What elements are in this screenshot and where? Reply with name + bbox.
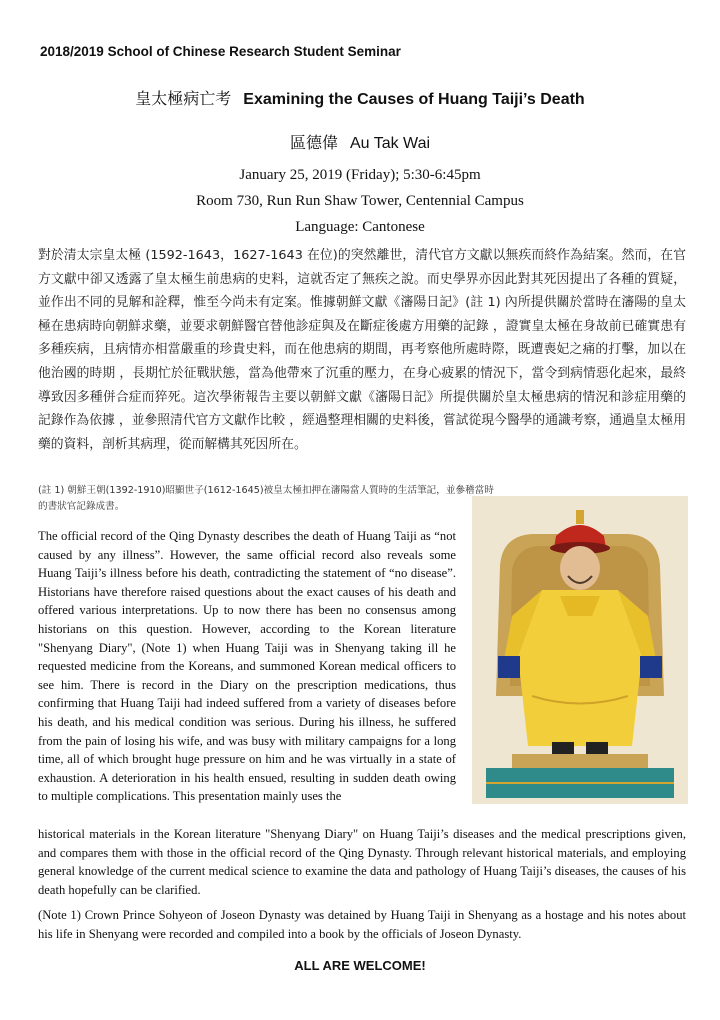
left-cuff bbox=[498, 656, 520, 678]
talk-title-zh: 皇太極病亡考 bbox=[135, 89, 232, 108]
event-language: Language: Cantonese bbox=[295, 219, 425, 235]
welcome-banner: ALL ARE WELCOME! bbox=[294, 958, 426, 973]
hat-finial bbox=[576, 510, 584, 524]
event-date: January 25, 2019 (Friday); 5:30-6:45pm bbox=[239, 167, 481, 183]
event-venue: Room 730, Run Run Shaw Tower, Centennial Campus bbox=[196, 193, 524, 209]
footstool bbox=[512, 754, 648, 768]
note-zh: (註 1) 朝鮮王朝(1392-1910)昭顯世子(1612-1645)被皇太極扣押在瀋陽當人質時的生活筆記，並參稽當時的書狀官記錄成書。 bbox=[38, 485, 494, 512]
note-en: (Note 1) Crown Prince Sohyeon of Joseon Dynasty was detained by Huang Taiji in Shenyang as a hostage and his notes about his life in Shenyang were recorded and compiled into a book by the officials of Joseon Dynasty. bbox=[38, 908, 686, 941]
talk-title bbox=[0, 86, 720, 109]
huang-taiji-portrait bbox=[472, 496, 688, 804]
speaker-name-zh: 區德偉 bbox=[289, 133, 338, 152]
abstract-en-part1: The official record of the Qing Dynasty describes the death of Huang Taiji as “not caused by any illness”. However, the same official record also reveals some Huang Taiji’s illness before his death, contradicting the statement of “no disease”. Historians have therefore raised questions about the exact causes of his death and offered various interpretations. Up to now there has been no consensus among historians on this question. However, according to the Korean literature "Shenyang Diary", (Note 1) when Huang Taiji was in Shenyang taking ill he requested medicine from the Koreans, and summoned Korean medical officers to see him. There is record in the Diary on the prescription medications, thus confirming that Huang Taiji had indeed suffered from a variety of diseases before his death, and his medical condition was serious. During his illness, he suffered from the pain of losing his wife, and was busy with military campaigns for a long time, all of which brought huge pressure on him and he was virtually in a state of exhaustion. A deterioration in his health ensued, resulting in sudden death owing to multiple complications. This presentation mainly uses the bbox=[38, 529, 456, 804]
abstract-zh: 對於清太宗皇太極 (1592-1643，1627-1643 在位)的突然離世，清代官方文獻以無疾而終作為結案。然而，在官方文獻中卻又透露了皇太極生前患病的史料，這就否定了無疾之說。而史學界亦因此對其死因提出了各種的質疑，並作出不同的見解和詮釋，惟至今尚未有定案。惟據朝鮮文獻《瀋陽日記》(註 1) 內所提供關於當時在瀋陽的皇太極在患病時向朝鮮求藥，並要求朝鮮醫官替他診症與及在斷症後處方用藥的記錄 ，證實皇太極在身故前已確實患有多種疾病，且病情亦相當嚴重的珍貴史料，而在他患病的期間，再考察他所處時際，既遭喪妃之痛的打擊，加以在他治國的時期 ，長期忙於征戰狀態，當為他帶來了沉重的壓力，在身心疲累的情況下，當令到病情惡化起來，最終導致因多種併合症而猝死。這次學術報告主要以朝鮮文獻《瀋陽日記》所提供關於皇太極患病的情況和診症用藥的記錄作為依據 ，並參照清代官方文獻作比較 ，經過整理相關的史料後，嘗試從現今醫學的通識考察，通過皇太極用藥的資料，剖析其病理，從而解構其死因所在。 bbox=[38, 248, 686, 452]
abstract-en-part2: historical materials in the Korean literature "Shenyang Diary" on Huang Taiji’s diseases and the medical prescriptions given, and compares them with those in the official record of the Qing Dynasty. Through relevant historical materials, and employing general knowledge of the current medical science to examine the data and pathology of Huang Taiji’s diseases, the causes of his death hopefully can be clarified. bbox=[38, 827, 686, 897]
talk-title-en: Examining the Causes of Huang Taiji’s Death bbox=[243, 91, 585, 108]
seminar-header: 2018/2019 School of Chinese Research Student Seminar bbox=[40, 44, 401, 59]
speaker-name-en: Au Tak Wai bbox=[349, 135, 431, 152]
right-cuff bbox=[640, 656, 662, 678]
speaker-name bbox=[0, 130, 720, 153]
